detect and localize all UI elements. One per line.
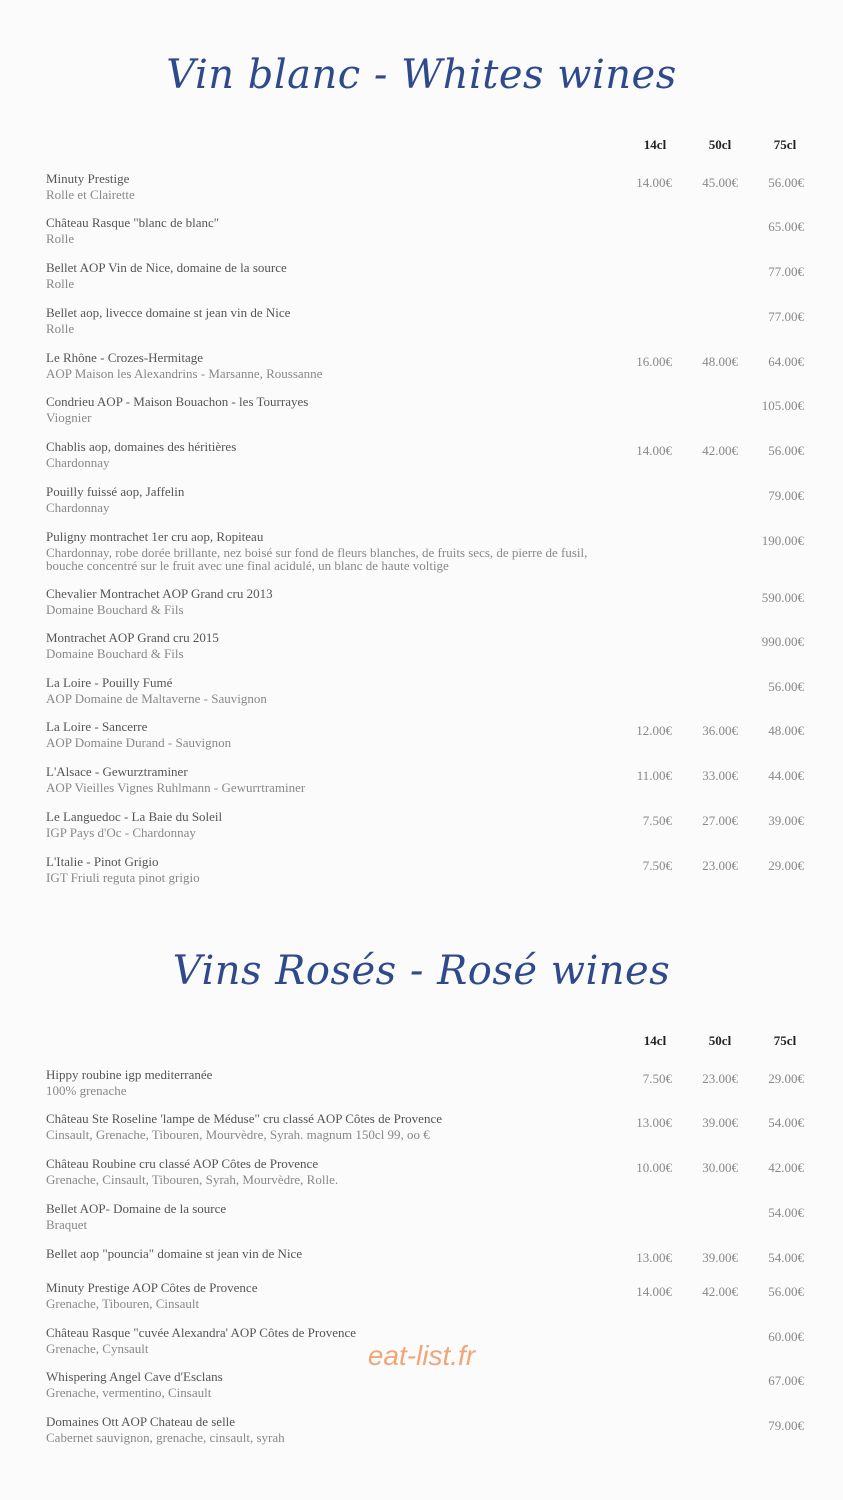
wine-name: Le Languedoc - La Baie du Soleil bbox=[46, 809, 223, 824]
wine-description: Rolle et Clairette bbox=[46, 187, 135, 202]
wine-row bbox=[46, 350, 826, 394]
price-75cl: 54.00€ bbox=[768, 1250, 804, 1265]
wine-row bbox=[46, 439, 826, 483]
wine-description: Domaine Bouchard & Fils bbox=[46, 646, 184, 661]
wine-row bbox=[46, 394, 826, 438]
wine-description: Grenache, Cinsault, Tibouren, Syrah, Mourvèdre, Rolle. bbox=[46, 1172, 339, 1187]
price-14cl: 7.50€ bbox=[642, 813, 672, 828]
wine-row bbox=[46, 529, 826, 573]
price-75cl: 42.00€ bbox=[768, 1160, 804, 1175]
price-14cl: 14.00€ bbox=[636, 1284, 672, 1299]
price-14cl: 7.50€ bbox=[642, 858, 672, 873]
price-50cl: 42.00€ bbox=[702, 443, 738, 458]
price-75cl: 44.00€ bbox=[768, 768, 804, 783]
price-75cl: 79.00€ bbox=[768, 488, 804, 503]
whites-title: Vin blanc - Whites wines bbox=[166, 52, 677, 98]
wine-description: Grenache, Tibouren, Cinsault bbox=[46, 1296, 200, 1311]
wine-name: La Loire - Pouilly Fumé bbox=[46, 675, 173, 690]
wine-name: Minuty Prestige bbox=[46, 171, 130, 186]
price-75cl: 39.00€ bbox=[768, 813, 804, 828]
price-50cl: 30.00€ bbox=[702, 1160, 738, 1175]
roses-col-14cl: 14cl bbox=[643, 1033, 667, 1048]
wine-name: Le Rhône - Crozes-Hermitage bbox=[46, 350, 204, 365]
price-14cl: 13.00€ bbox=[636, 1115, 672, 1130]
wine-row bbox=[46, 484, 826, 528]
wine-description: Rolle bbox=[46, 321, 75, 336]
price-14cl: 11.00€ bbox=[636, 768, 672, 783]
wine-name: Whispering Angel Cave d'Esclans bbox=[46, 1369, 223, 1384]
wine-row bbox=[46, 675, 826, 719]
wine-row bbox=[46, 809, 826, 853]
wine-description: Grenache, Cynsault bbox=[46, 1341, 149, 1356]
price-14cl: 13.00€ bbox=[636, 1250, 672, 1265]
wine-description: Viognier bbox=[46, 410, 92, 425]
price-75cl: 79.00€ bbox=[768, 1418, 804, 1433]
wine-name: Chevalier Montrachet AOP Grand cru 2013 bbox=[46, 586, 273, 601]
price-50cl: 48.00€ bbox=[702, 354, 738, 369]
wine-row bbox=[46, 1156, 826, 1200]
roses-title: Vins Rosés - Rosé wines bbox=[172, 948, 671, 994]
price-75cl: 990.00€ bbox=[761, 634, 804, 649]
wine-description: AOP Maison les Alexandrins - Marsanne, Roussanne bbox=[46, 366, 323, 381]
price-75cl: 56.00€ bbox=[768, 443, 804, 458]
price-75cl: 190.00€ bbox=[761, 533, 804, 548]
wine-description: Rolle bbox=[46, 231, 75, 246]
price-50cl: 39.00€ bbox=[702, 1115, 738, 1130]
price-75cl: 56.00€ bbox=[768, 175, 804, 190]
price-50cl: 23.00€ bbox=[702, 858, 738, 873]
wine-description: IGT Friuli reguta pinot grigio bbox=[46, 870, 200, 885]
price-50cl: 23.00€ bbox=[702, 1071, 738, 1086]
wine-name: Château Roubine cru classé AOP Côtes de Provence bbox=[46, 1156, 319, 1171]
whites-col-50cl: 50cl bbox=[708, 137, 732, 152]
price-14cl: 12.00€ bbox=[636, 723, 672, 738]
wine-description: Chardonnay bbox=[46, 500, 110, 515]
wine-name: Condrieu AOP - Maison Bouachon - les Tourrayes bbox=[46, 394, 309, 409]
wine-row bbox=[46, 260, 826, 304]
wine-name: L'Italie - Pinot Grigio bbox=[46, 854, 159, 869]
wine-description: Chardonnay, robe dorée brillante, nez boisé sur fond de fleurs blanches, de fruits secs, de pierre de fusil, bouche concentré sur le fruit avec une final acidulé, un blanc de haute voltige bbox=[46, 545, 588, 573]
price-75cl: 590.00€ bbox=[761, 590, 804, 605]
price-50cl: 39.00€ bbox=[702, 1250, 738, 1265]
roses-col-75cl: 75cl bbox=[773, 1033, 797, 1048]
wine-name: La Loire - Sancerre bbox=[46, 719, 148, 734]
wine-name: Domaines Ott AOP Chateau de selle bbox=[46, 1414, 236, 1429]
wine-description: Chardonnay bbox=[46, 455, 110, 470]
price-14cl: 7.50€ bbox=[642, 1071, 672, 1086]
wine-row bbox=[46, 1414, 826, 1458]
wine-description: IGP Pays d'Oc - Chardonnay bbox=[46, 825, 196, 840]
wine-row bbox=[46, 171, 826, 215]
wine-description: Grenache, vermentino, Cinsault bbox=[46, 1385, 212, 1400]
price-14cl: 16.00€ bbox=[636, 354, 672, 369]
wine-row bbox=[46, 1201, 826, 1245]
wine-row bbox=[46, 215, 826, 259]
roses-col-50cl: 50cl bbox=[708, 1033, 732, 1048]
wine-description: Cinsault, Grenache, Tibouren, Mourvèdre, Syrah. magnum 150cl 99, oo € bbox=[46, 1127, 430, 1142]
price-50cl: 45.00€ bbox=[702, 175, 738, 190]
wine-name: L'Alsace - Gewurztraminer bbox=[46, 764, 188, 779]
price-75cl: 67.00€ bbox=[768, 1373, 804, 1388]
wine-row bbox=[46, 764, 826, 808]
price-75cl: 65.00€ bbox=[768, 219, 804, 234]
wine-description: AOP Domaine Durand - Sauvignon bbox=[46, 735, 232, 750]
wine-description: AOP Vieilles Vignes Ruhlmann - Gewurrtraminer bbox=[46, 780, 306, 795]
wine-row bbox=[46, 305, 826, 349]
price-50cl: 36.00€ bbox=[702, 723, 738, 738]
wine-name: Bellet AOP Vin de Nice, domaine de la source bbox=[46, 260, 287, 275]
price-75cl: 56.00€ bbox=[768, 679, 804, 694]
wine-name: Chablis aop, domaines des héritières bbox=[46, 439, 237, 454]
wine-name: Château Rasque "blanc de blanc" bbox=[46, 215, 220, 230]
whites-col-14cl: 14cl bbox=[643, 137, 667, 152]
wine-description: 100% grenache bbox=[46, 1083, 127, 1098]
wine-row bbox=[46, 1369, 826, 1413]
wine-name: Château Rasque "cuvée Alexandra' AOP Côtes de Provence bbox=[46, 1325, 357, 1340]
wine-row bbox=[46, 1067, 826, 1111]
wine-row bbox=[46, 1111, 826, 1155]
price-75cl: 29.00€ bbox=[768, 1071, 804, 1086]
price-75cl: 77.00€ bbox=[768, 264, 804, 279]
whites-col-75cl: 75cl bbox=[773, 137, 797, 152]
price-75cl: 60.00€ bbox=[768, 1329, 804, 1344]
wine-row bbox=[46, 854, 826, 898]
wine-description: AOP Domaine de Maltaverne - Sauvignon bbox=[46, 691, 267, 706]
wine-name: Bellet aop "pouncia" domaine st jean vin de Nice bbox=[46, 1246, 303, 1261]
price-75cl: 54.00€ bbox=[768, 1115, 804, 1130]
price-75cl: 64.00€ bbox=[768, 354, 804, 369]
price-50cl: 33.00€ bbox=[702, 768, 738, 783]
wine-description: Rolle bbox=[46, 276, 75, 291]
wine-name: Pouilly fuissé aop, Jaffelin bbox=[46, 484, 185, 499]
price-75cl: 54.00€ bbox=[768, 1205, 804, 1220]
price-50cl: 27.00€ bbox=[702, 813, 738, 828]
price-75cl: 77.00€ bbox=[768, 309, 804, 324]
wine-description: Braquet bbox=[46, 1217, 88, 1232]
watermark-text: eat-list.fr bbox=[367, 1340, 476, 1371]
wine-name: Puligny montrachet 1er cru aop, Ropiteau bbox=[46, 529, 264, 544]
wine-name: Château Ste Roseline 'lampe de Méduse" cru classé AOP Côtes de Provence bbox=[46, 1111, 442, 1126]
price-75cl: 56.00€ bbox=[768, 1284, 804, 1299]
price-14cl: 14.00€ bbox=[636, 443, 672, 458]
price-14cl: 14.00€ bbox=[636, 175, 672, 190]
price-75cl: 29.00€ bbox=[768, 858, 804, 873]
wine-name: Minuty Prestige AOP Côtes de Provence bbox=[46, 1280, 258, 1295]
wine-description: Cabernet sauvignon, grenache, cinsault, syrah bbox=[46, 1430, 285, 1445]
wine-row bbox=[46, 586, 826, 630]
wine-name: Montrachet AOP Grand cru 2015 bbox=[46, 630, 219, 645]
price-75cl: 105.00€ bbox=[761, 398, 804, 413]
wine-description: Domaine Bouchard & Fils bbox=[46, 602, 184, 617]
wine-row bbox=[46, 719, 826, 763]
wine-name: Hippy roubine igp mediterranée bbox=[46, 1067, 213, 1082]
price-50cl: 42.00€ bbox=[702, 1284, 738, 1299]
price-14cl: 10.00€ bbox=[636, 1160, 672, 1175]
wine-name: Bellet AOP- Domaine de la source bbox=[46, 1201, 227, 1216]
wine-row bbox=[46, 630, 826, 674]
wine-name: Bellet aop, livecce domaine st jean vin de Nice bbox=[46, 305, 291, 320]
price-75cl: 48.00€ bbox=[768, 723, 804, 738]
wine-row bbox=[46, 1280, 826, 1324]
